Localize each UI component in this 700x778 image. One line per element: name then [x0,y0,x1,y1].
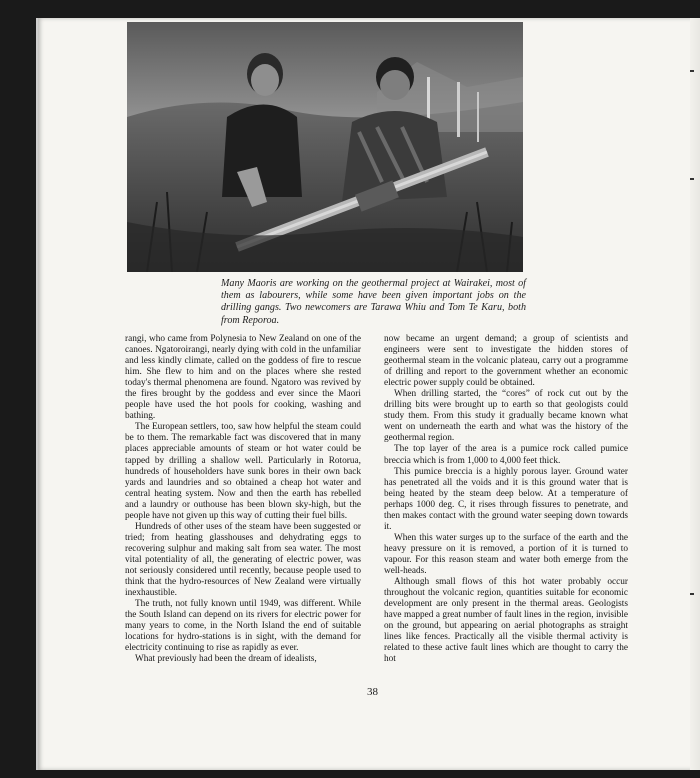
paragraph: This pumice breccia is a highly porous layer. Ground water has penetrated all the voids and it is this ground water that is being heated by the steam deep below. At a temperature of perhaps 1000 deg. C, it rises through fissures to penetrate, and then makes contact with the ground water seeping down towards it. [384,466,628,532]
paragraph: When drilling started, the “cores” of rock cut out by the drilling bits were brought up to earth so that geologists could study them. From this study it gradually became known what went on underneath the earth and what was the history of the geothermal region. [384,389,628,444]
photo-two-men-with-drill-pipe-icon [127,22,523,272]
paragraph: now became an urgent demand; a group of scientists and engineers were sent to investigate the hidden stores of geothermal steam in the volcanic plateau, carry out a programme of drilling and report to the government whether an economic electric power supply could be obtained. [384,334,628,389]
scan-mark [690,178,694,180]
paragraph: When this water surges up to the surface of the earth and the heavy pressure on it is removed, a portion of it is turned to vapour. For this reason steam and water both emerge from the well-heads. [384,532,628,576]
right-column [384,334,628,665]
paragraph: The European settlers, too, saw how helpful the steam could be to them. The remarkable fact was discovered that in many places appreciable amounts of steam or hot water could be tapped by drilling a shallow well. Particularly in Rotorua, hundreds of householders have sunk bores in their own back yards and laundries and so obtained a cheap hot water and central heating system. Now and then the earth has rebelled and a laundry or outhouse has been blown sky-high, but the people have not given up this way of cutting their fuel bills. [125,422,361,521]
paragraph: The top layer of the area is a pumice rock called pumice breccia which is from 1,000 to 4,000 feet thick. [384,444,628,466]
book-page [36,18,700,770]
scan-mark [690,70,694,72]
paragraph: The truth, not fully known until 1949, was different. While the South Island can depend on its rivers for electric power for many years to come, in the North Island the end of suitable locations for hydro-stations is in sight, with the demand for electricity continuing to rise as rapidly as ever. [125,599,361,654]
paragraph: rangi, who came from Polynesia to New Zealand on one of the canoes. Ngatoroirangi, nearly dying with cold in the unfamiliar and less kindly climate, called on the goddess of fire to rescue him. She flew to him and on the places where she rested today's thermal phenomena are found. Ngatoro was revived by the fires brought by the goddess and ever since the Maori people have used the hot pools for cooking, washing and bathing. [125,334,361,422]
scan-mark [690,593,694,595]
page-number: 38 [367,686,378,698]
paragraph: Hundreds of other uses of the steam have been suggested or tried; from heating glasshouses and dehydrating eggs to recovering sulphur and making salt from sea water. The most vital potentiality of all, the generating of electric power, was not seriously considered until recently, because people used to think that the hydro-resources of New Zealand were virtually inexhaustible. [125,521,361,599]
photograph [127,22,523,272]
paragraph: Although small flows of this hot water probably occur throughout the volcanic region, quantities suitable for economic development are only present in the thermal areas. Geologists have mapped a great number of fault lines in the region, invisible on the ground, but appearing on aerial photographs as straight lines like fences. Practically all the visible thermal activity is related to these active fault lines which are thought to carry the hot [384,577,628,665]
left-column [125,334,361,665]
photo-caption: Many Maoris are working on the geothermal project at Wairakei, most of them as labourers, while some have been given important jobs on the drilling gangs. Two newcomers are Tarawa Whiu and Tom Te Karu, both from Reporoa. [221,278,526,326]
page-edge [690,18,700,770]
paragraph: What previously had been the dream of idealists, [135,654,317,665]
